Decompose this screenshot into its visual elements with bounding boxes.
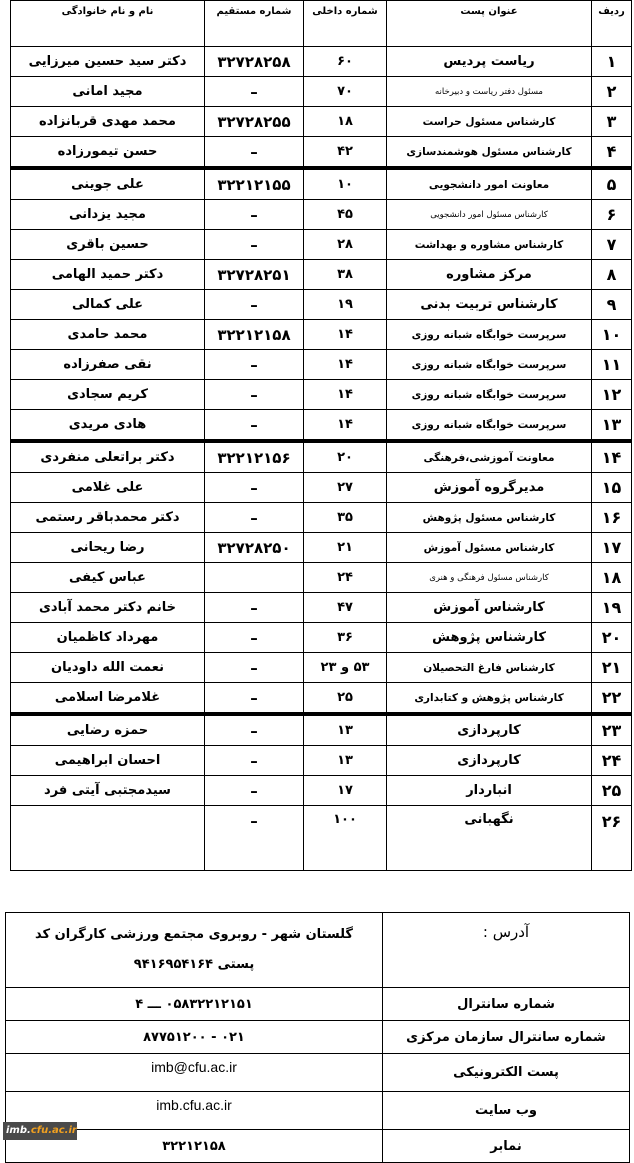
direct-phone: – [205,683,304,715]
position-title: کارپردازی [387,746,592,776]
person-name: کریم سجادی [11,380,205,410]
position-title: کارشناس مسئول حراست [387,107,592,137]
watermark-part-2: cfu.ac.ir [30,1125,77,1136]
header-radif: ردیف [592,1,632,47]
internal-extension: ۱۴ [304,410,387,442]
direct-phone: ۳۲۷۲۸۲۵۸ [205,47,304,77]
email-row [6,1054,630,1092]
position-title: نگهبانی [387,806,592,871]
contact-info-table [5,912,630,1163]
row-number: ۶ [592,200,632,230]
internal-extension: ۴۲ [304,137,387,169]
person-name: رضا ریحانی [11,533,205,563]
central-label: شماره سانترال [383,988,630,1021]
direct-phone: – [205,746,304,776]
person-name: مهرداد کاظمیان [11,623,205,653]
table-row [11,410,632,442]
person-name: علی جوینی [11,168,205,200]
internal-extension: ۷۰ [304,77,387,107]
website-value[interactable]: imb.cfu.ac.ir [6,1092,383,1130]
internal-extension: ۲۴ [304,563,387,593]
address-label: آدرس : [383,913,630,988]
watermark-part-1: imb. [6,1125,31,1136]
table-row [11,350,632,380]
header-title: عنوان پست [387,1,592,47]
internal-extension: ۳۶ [304,623,387,653]
position-title: کارشناس مسئول آموزش [387,533,592,563]
row-number: ۴ [592,137,632,169]
internal-extension: ۱۴ [304,350,387,380]
row-number: ۱۲ [592,380,632,410]
direct-phone: – [205,137,304,169]
table-row [11,47,632,77]
direct-phone: – [205,776,304,806]
row-number: ۱۵ [592,473,632,503]
internal-extension: ۳۸ [304,260,387,290]
row-number: ۱۷ [592,533,632,563]
row-number: ۱۶ [592,503,632,533]
internal-extension: ۵۳ و ۲۳ [304,653,387,683]
position-title: سرپرست خوابگاه شبانه روزی [387,410,592,442]
position-title: سرپرست خوابگاه شبانه روزی [387,350,592,380]
position-title: کارشناس مسئول هوشمندسازی [387,137,592,169]
position-title: کارشناس پژوهش [387,623,592,653]
person-name: غلامرضا اسلامی [11,683,205,715]
position-title: کارشناس مسئول فرهنگی و هنری [387,563,592,593]
row-number: ۵ [592,168,632,200]
position-title: کارشناس مشاوره و بهداشت [387,230,592,260]
person-name: خانم دکتر محمد آبادی [11,593,205,623]
table-row [11,107,632,137]
direct-phone: – [205,350,304,380]
position-title: سرپرست خوابگاه شبانه روزی [387,380,592,410]
table-row [11,137,632,169]
direct-phone: – [205,623,304,653]
position-title: ریاست پردیس [387,47,592,77]
table-row [11,200,632,230]
position-title: کارشناس مسئول پژوهش [387,503,592,533]
person-name [11,806,205,871]
table-row [11,653,632,683]
internal-extension: ۱۸ [304,107,387,137]
row-number: ۱ [592,47,632,77]
table-header-row [11,1,632,47]
table-row [11,290,632,320]
person-name: محمد مهدی قربانزاده [11,107,205,137]
row-number: ۸ [592,260,632,290]
position-title: معاونت آموزشی،فرهنگی [387,441,592,473]
staff-directory-table [10,0,632,871]
internal-extension: ۱۳ [304,714,387,746]
header-direct: شماره مستقیم [205,1,304,47]
direct-phone: – [205,410,304,442]
row-number: ۲۱ [592,653,632,683]
table-row [11,503,632,533]
direct-phone: – [205,77,304,107]
email-value[interactable]: imb@cfu.ac.ir [6,1054,383,1092]
table-row [11,441,632,473]
internal-extension: ۱۰۰ [304,806,387,871]
person-name: سیدمجتبی آیتی فرد [11,776,205,806]
fax-row [6,1130,630,1163]
internal-extension: ۲۸ [304,230,387,260]
direct-phone: – [205,806,304,871]
person-name: نعمت الله داودیان [11,653,205,683]
email-label: پست الکترونیکی [383,1054,630,1092]
direct-phone: – [205,380,304,410]
row-number: ۲۶ [592,806,632,871]
address-value [6,913,383,988]
internal-extension: ۲۰ [304,441,387,473]
position-title: کارشناس مسئول امور دانشجویی [387,200,592,230]
row-number: ۱۹ [592,593,632,623]
person-name: علی غلامی [11,473,205,503]
table-row [11,260,632,290]
direct-phone: ۳۲۷۲۸۲۵۰ [205,533,304,563]
row-number: ۱۱ [592,350,632,380]
table-row [11,746,632,776]
person-name: حسین باقری [11,230,205,260]
internal-extension: ۴۷ [304,593,387,623]
position-title: کارشناس تربیت بدنی [387,290,592,320]
position-title: مدیرگروه آموزش [387,473,592,503]
internal-extension: ۱۴ [304,320,387,350]
central-row [6,988,630,1021]
person-name: مجید امانی [11,77,205,107]
website-row [6,1092,630,1130]
person-name: دکتر براتعلی منفردی [11,441,205,473]
fax-value: ۳۲۲۱۲۱۵۸ [6,1130,383,1163]
person-name: هادی مریدی [11,410,205,442]
direct-phone: – [205,653,304,683]
person-name: علی کمالی [11,290,205,320]
person-name: حمزه رضایی [11,714,205,746]
row-number: ۷ [592,230,632,260]
position-title: مسئول دفتر ریاست و دبیرخانه [387,77,592,107]
position-title: کارپردازی [387,714,592,746]
person-name: حسن تیمورزاده [11,137,205,169]
website-label: وب سایت [383,1092,630,1130]
direct-phone: ۳۲۲۱۲۱۵۵ [205,168,304,200]
row-number: ۲۳ [592,714,632,746]
table-row [11,168,632,200]
direct-phone: ۳۲۷۲۸۲۵۱ [205,260,304,290]
row-number: ۲۴ [592,746,632,776]
internal-extension: ۲۷ [304,473,387,503]
internal-extension: ۱۷ [304,776,387,806]
address-row [6,913,630,988]
row-number: ۱۳ [592,410,632,442]
fax-label: نمابر [383,1130,630,1163]
internal-extension: ۶۰ [304,47,387,77]
direct-phone: – [205,503,304,533]
direct-phone: – [205,230,304,260]
position-title: سرپرست خوابگاه شبانه روزی [387,320,592,350]
row-number: ۱۴ [592,441,632,473]
person-name: محمد حامدی [11,320,205,350]
person-name: عباس کیفی [11,563,205,593]
table-row [11,230,632,260]
row-number: ۲۵ [592,776,632,806]
position-title: مرکز مشاوره [387,260,592,290]
row-number: ۲ [592,77,632,107]
direct-phone: – [205,593,304,623]
address-line-1: گلستان شهر - روبروی مجتمع ورزشی کارگران کد [35,927,353,942]
internal-extension: ۱۰ [304,168,387,200]
person-name: دکتر حمید الهامی [11,260,205,290]
position-title: کارشناس آموزش [387,593,592,623]
table-row [11,320,632,350]
table-row [11,77,632,107]
header-name: نام و نام خانوادگی [11,1,205,47]
person-name: مجید یزدانی [11,200,205,230]
direct-phone: ۳۲۲۱۲۱۵۶ [205,441,304,473]
internal-extension: ۴۵ [304,200,387,230]
table-body [11,47,632,871]
hq-central-label: شماره سانترال سازمان مرکزی [383,1021,630,1054]
direct-phone: – [205,714,304,746]
position-title: کارشناس فارغ التحصیلان [387,653,592,683]
position-title: کارشناس پژوهش و کتابداری [387,683,592,715]
internal-extension: ۲۵ [304,683,387,715]
row-number: ۱۸ [592,563,632,593]
row-number: ۲۰ [592,623,632,653]
table-row [11,806,632,871]
header-internal: شماره داخلی [304,1,387,47]
direct-phone: ۳۲۲۱۲۱۵۸ [205,320,304,350]
table-row [11,563,632,593]
central-value: ۰۵۸۳۲۲۱۲۱۵۱ ـــ ۴ [6,988,383,1021]
table-row [11,714,632,746]
row-number: ۲۲ [592,683,632,715]
direct-phone: – [205,290,304,320]
row-number: ۹ [592,290,632,320]
direct-phone: – [205,473,304,503]
address-line-2: پستی ۹۴۱۶۹۵۴۱۶۴ [133,957,255,972]
row-number: ۱۰ [592,320,632,350]
table-row [11,593,632,623]
person-name: دکتر محمدباقر رستمی [11,503,205,533]
internal-extension: ۱۴ [304,380,387,410]
person-name: احسان ابراهیمی [11,746,205,776]
hq-central-row [6,1021,630,1054]
row-number: ۳ [592,107,632,137]
person-name: نقی صفرزاده [11,350,205,380]
internal-extension: ۱۹ [304,290,387,320]
table-row [11,683,632,715]
table-row [11,533,632,563]
table-row [11,776,632,806]
hq-central-value: ۰۲۱ - ۸۷۷۵۱۲۰۰ [6,1021,383,1054]
table-row [11,623,632,653]
table-row [11,380,632,410]
table-row [11,473,632,503]
internal-extension: ۱۳ [304,746,387,776]
direct-phone: – [205,200,304,230]
internal-extension: ۳۵ [304,503,387,533]
internal-extension: ۲۱ [304,533,387,563]
direct-phone: ۳۲۷۲۸۲۵۵ [205,107,304,137]
position-title: انباردار [387,776,592,806]
site-watermark [3,1122,77,1140]
direct-phone [205,563,304,593]
position-title: معاونت امور دانشجویی [387,168,592,200]
person-name: دکتر سید حسین میرزایی [11,47,205,77]
